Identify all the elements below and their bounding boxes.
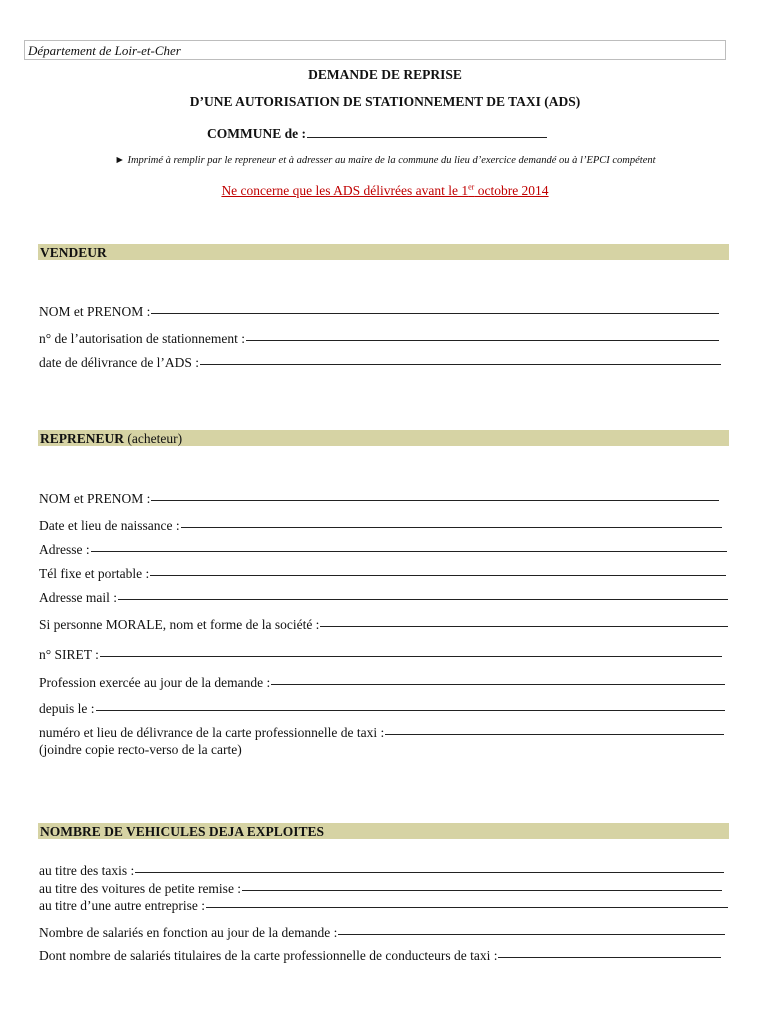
vendeur-nom-field[interactable] bbox=[39, 304, 719, 320]
commune-input[interactable] bbox=[307, 125, 547, 138]
form-title-line1: DEMANDE DE REPRISE bbox=[308, 67, 462, 82]
field-label: au titre d’une autre entreprise : bbox=[39, 898, 206, 913]
section-repreneur bbox=[38, 430, 729, 446]
vendeur-ads-date-field[interactable] bbox=[39, 355, 721, 371]
input-line[interactable] bbox=[100, 655, 722, 657]
carte-note: (joindre copie recto-verso de la carte) bbox=[39, 742, 242, 757]
ads-notice-end: octobre 2014 bbox=[474, 183, 549, 198]
repreneur-mail-field[interactable] bbox=[39, 590, 728, 606]
instruction-text: ► Imprimé à remplir par le repreneur et à adresser au maire de la commune du lieu d’exercice demandé ou à l’EPCI compétent bbox=[114, 155, 656, 166]
input-line[interactable] bbox=[206, 906, 728, 908]
input-line[interactable] bbox=[385, 733, 724, 735]
repreneur-societe-field[interactable] bbox=[39, 617, 728, 633]
input-line[interactable] bbox=[135, 871, 724, 873]
salaries-carte-field[interactable] bbox=[39, 948, 721, 964]
field-label: Date et lieu de naissance : bbox=[39, 518, 180, 533]
commune-row bbox=[207, 125, 547, 142]
input-line[interactable] bbox=[246, 339, 719, 341]
section-vehicules-heading: NOMBRE DE VEHICULES DEJA EXPLOITES bbox=[40, 824, 325, 839]
field-label: Si personne MORALE, nom et forme de la société : bbox=[39, 617, 320, 632]
input-line[interactable] bbox=[91, 550, 727, 552]
department-box bbox=[24, 40, 726, 60]
field-label: NOM et PRENOM : bbox=[39, 491, 151, 506]
input-line[interactable] bbox=[320, 625, 728, 627]
input-line[interactable] bbox=[271, 683, 725, 685]
repreneur-tel-field[interactable] bbox=[39, 566, 726, 582]
field-label: n° de l’autorisation de stationnement : bbox=[39, 331, 245, 346]
field-label: au titre des taxis : bbox=[39, 863, 135, 878]
repreneur-depuis-field[interactable] bbox=[39, 701, 725, 717]
input-line[interactable] bbox=[118, 598, 728, 600]
field-label: numéro et lieu de délivrance de la carte professionnelle de taxi : bbox=[39, 725, 385, 740]
section-vendeur-heading: VENDEUR bbox=[40, 245, 107, 260]
field-label: n° SIRET : bbox=[39, 647, 99, 662]
field-label: Adresse mail : bbox=[39, 590, 117, 605]
field-label: date de délivrance de l’ADS : bbox=[39, 355, 200, 370]
input-line[interactable] bbox=[151, 499, 719, 501]
input-line[interactable] bbox=[242, 889, 722, 891]
repreneur-profession-field[interactable] bbox=[39, 675, 725, 691]
vehicules-taxis-field[interactable] bbox=[39, 863, 724, 879]
repreneur-heading-suffix: (acheteur) bbox=[124, 431, 183, 446]
ads-notice-text: Ne concerne que les ADS délivrées avant le 1 bbox=[221, 183, 469, 198]
input-line[interactable] bbox=[338, 933, 725, 935]
field-label: Nombre de salariés en fonction au jour de la demande : bbox=[39, 925, 338, 940]
ads-notice bbox=[0, 183, 770, 199]
vendeur-ads-number-field[interactable] bbox=[39, 331, 719, 347]
section-vendeur bbox=[38, 244, 729, 260]
vehicules-autre-entreprise-field[interactable] bbox=[39, 898, 728, 914]
repreneur-naissance-field[interactable] bbox=[39, 518, 722, 534]
repreneur-adresse-field[interactable] bbox=[39, 542, 727, 558]
vehicules-petite-remise-field[interactable] bbox=[39, 881, 722, 897]
input-line[interactable] bbox=[181, 526, 722, 528]
field-label: depuis le : bbox=[39, 701, 95, 716]
input-line[interactable] bbox=[498, 956, 721, 958]
field-label: au titre des voitures de petite remise : bbox=[39, 881, 242, 896]
input-line[interactable] bbox=[151, 312, 719, 314]
repreneur-heading-text: REPRENEUR bbox=[40, 431, 125, 446]
field-label: Dont nombre de salariés titulaires de la carte professionnelle de conducteurs de taxi : bbox=[39, 948, 498, 963]
department-label: Département de Loir-et-Cher bbox=[28, 43, 181, 58]
commune-label: COMMUNE de : bbox=[207, 126, 306, 141]
field-label: Adresse : bbox=[39, 542, 90, 557]
input-line[interactable] bbox=[200, 363, 721, 365]
salaries-field[interactable] bbox=[39, 925, 725, 941]
field-label: NOM et PRENOM : bbox=[39, 304, 151, 319]
section-repreneur-heading bbox=[40, 431, 182, 447]
field-label: Profession exercée au jour de la demande : bbox=[39, 675, 271, 690]
repreneur-nom-field[interactable] bbox=[39, 491, 719, 507]
form-title-line2: D’UNE AUTORISATION DE STATIONNEMENT DE TAXI (ADS) bbox=[189, 94, 581, 109]
field-label: Tél fixe et portable : bbox=[39, 566, 150, 581]
input-line[interactable] bbox=[96, 709, 726, 711]
section-vehicules bbox=[38, 823, 729, 839]
repreneur-siret-field[interactable] bbox=[39, 647, 722, 663]
ads-notice-sup: er bbox=[468, 182, 475, 192]
input-line[interactable] bbox=[150, 574, 726, 576]
repreneur-carte-field[interactable] bbox=[39, 725, 724, 741]
